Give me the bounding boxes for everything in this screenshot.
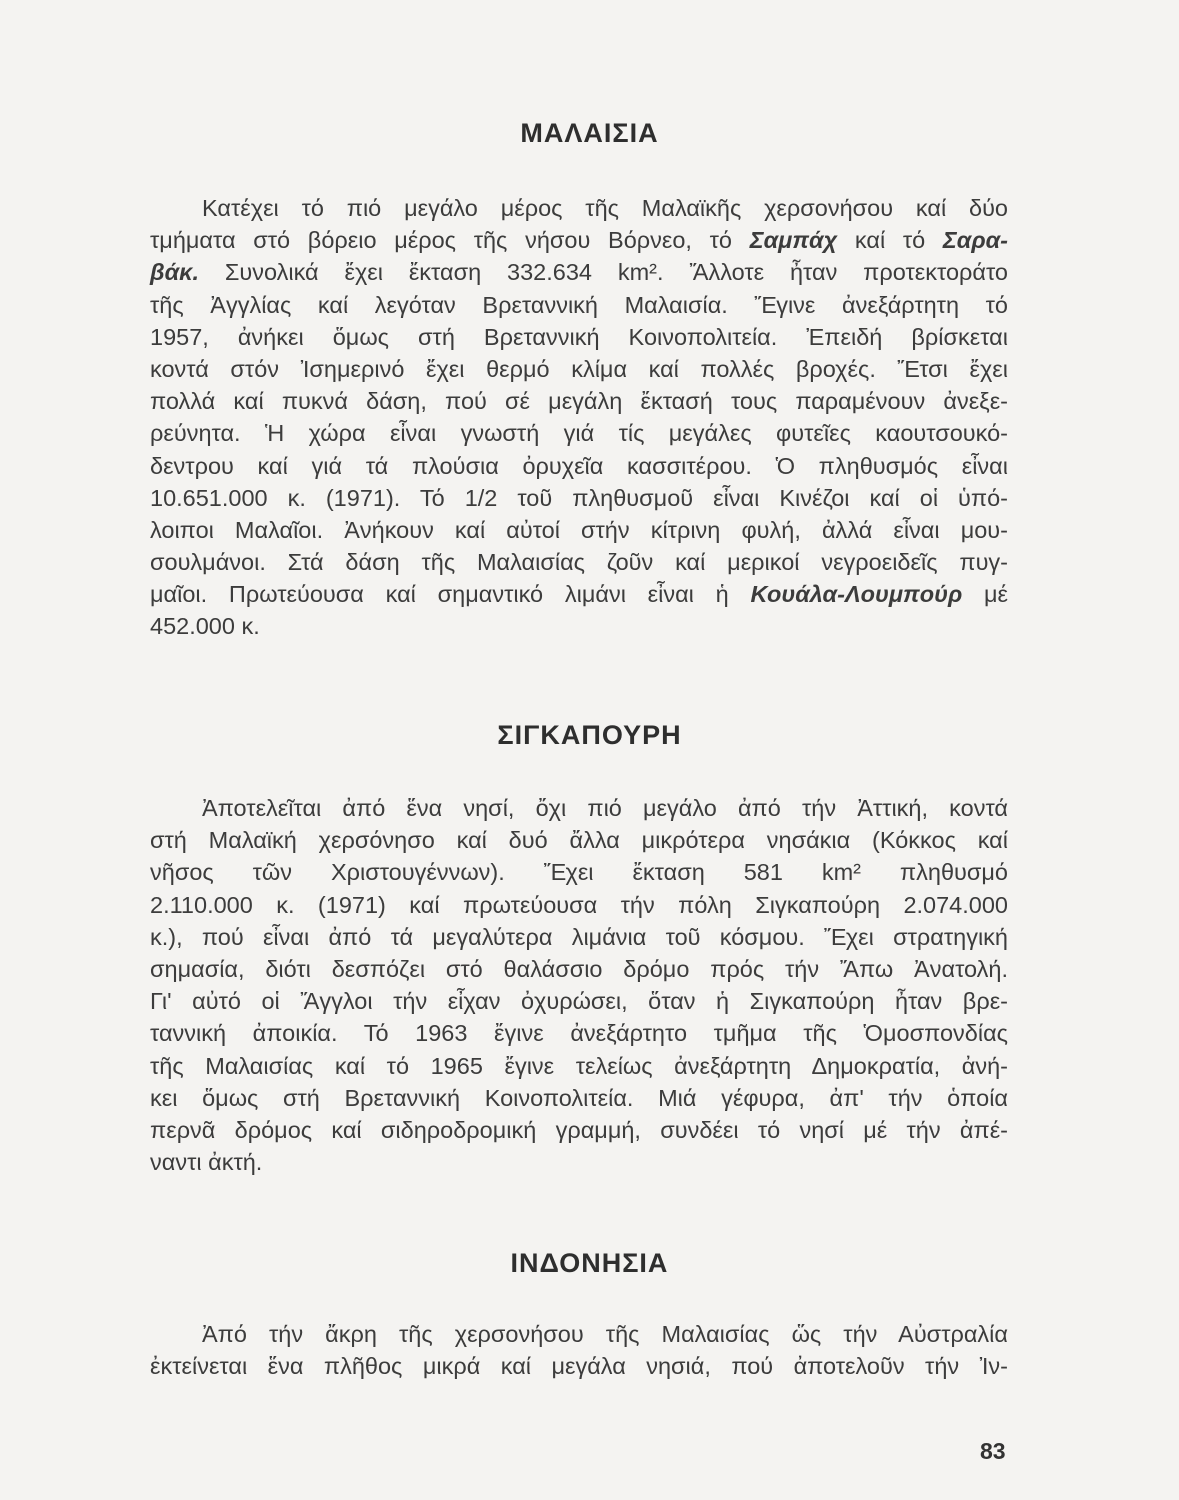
text-line: λοιποι Μαλαῖοι. Ἀνήκουν καί αὐτοί στήν κίτρινη φυλή, ἀλλά εἶναι μου- [150, 516, 1008, 543]
text-line: ἐκτείνεται ἕνα πλῆθος μικρά καί μεγάλα νησιά, πού ἀποτελοῦν τήν Ἰν- [150, 1353, 1008, 1380]
heading-malaysia: ΜΑΛΑΙΣΙΑ [520, 118, 659, 148]
text-line: τμήματα στό βόρειο μέρος τῆς νήσου Βόρνεο, τό Σαμπάχ καί τό Σαρα- [150, 227, 1008, 254]
heading-singapore: ΣΙΓΚΑΠΟΥΡΗ [497, 720, 682, 750]
place-name-sarawak: Σαρα- [942, 227, 1008, 254]
text-line: Ἀπό τήν ἄκρη τῆς χερσονήσου τῆς Μαλαισίας ὥς τήν Αὐστραλία [202, 1321, 1008, 1347]
text-line: ταννική ἀποικία. Τό 1963 ἔγινε ἀνεξάρτητο τμῆμα τῆς Ὁμοσπονδίας [150, 1020, 1008, 1047]
text-line: κοντά στόν Ἰσημερινό ἔχει θερμό κλίμα καί πολλές βροχές. Ἔτσι ἔχει [150, 355, 1008, 382]
heading-indonesia: ΙΝΔΟΝΗΣΙΑ [510, 1248, 669, 1278]
text-line: κει ὅμως στή Βρεταννική Κοινοπολιτεία. Μιά γέφυρα, ἀπ' τήν ὁποία [150, 1084, 1008, 1111]
text-line: Ἀποτελεῖται ἀπό ἕνα νησί, ὄχι πιό μεγάλο ἀπό τήν Ἀττική, κοντά [202, 795, 1008, 821]
paragraph-indonesia [150, 1318, 1008, 1382]
text-line: στή Μαλαϊκή χερσόνησο καί δυό ἄλλα μικρότερα νησάκια (Κόκκος καί [150, 827, 1008, 854]
place-name-sabah: Σαμπάχ [749, 227, 838, 254]
paragraph-singapore [150, 792, 1008, 1178]
text-line: σουλμάνοι. Στά δάση τῆς Μαλαισίας ζοῦν καί μερικοί νεγροειδεῖς πυγ- [150, 549, 1008, 576]
text-line: περνᾶ δρόμος καί σιδηροδρομική γραμμή, συνδέει τό νησί μέ τήν ἀπέ- [150, 1116, 1008, 1143]
text-line: 452.000 κ. [150, 613, 260, 640]
text-line: σημασία, διότι δεσπόζει στό θαλάσσιο δρόμο πρός τήν Ἄπω Ἀνατολή. [150, 955, 1008, 982]
text-line: 2.110.000 κ. (1971) καί πρωτεύουσα τήν πόλη Σιγκαπούρη 2.074.000 [150, 891, 1008, 918]
text-line: βάκ. Συνολικά ἔχει ἔκταση 332.634 km². Ἄλλοτε ἦταν προτεκτοράτο [150, 259, 1008, 286]
paragraph-malaysia [150, 192, 1008, 643]
text-line: Γι' αὐτό οἱ Ἄγγλοι τήν εἶχαν ὀχυρώσει, ὅταν ἡ Σιγκαπούρη ἦταν βρε- [150, 988, 1008, 1015]
text-line: κ.), πού εἶναι ἀπό τά μεγαλύτερα λιμάνια τοῦ κόσμου. Ἔχει στρατηγική [150, 923, 1008, 950]
text-line: τῆς Μαλαισίας καί τό 1965 ἔγινε τελείως ἀνεξάρτητη Δημοκρατία, ἀνή- [150, 1052, 1008, 1079]
text-line: νῆσος τῶν Χριστουγέννων). Ἔχει ἔκταση 581 km² πληθυσμό [150, 859, 1008, 886]
text-line: ρεύνητα. Ἡ χώρα εἶναι γνωστή γιά τίς μεγάλες φυτεῖες καουτσουκό- [150, 420, 1008, 447]
text-line: 10.651.000 κ. (1971). Τό 1/2 τοῦ πληθυσμοῦ εἶναι Κινέζοι καί οἱ ὑπό- [150, 484, 1008, 511]
text-line: Κατέχει τό πιό μεγάλο μέρος τῆς Μαλαϊκῆς χερσονήσου καί δύο [202, 195, 1008, 221]
page-number: 83 [980, 1438, 1006, 1464]
text-line: δεντρου καί γιά τά πλούσια ὀρυχεῖα κασσιτέρου. Ὁ πληθυσμός εἶναι [150, 452, 1008, 479]
text-line: 1957, ἀνήκει ὅμως στή Βρεταννική Κοινοπολιτεία. Ἐπειδή βρίσκεται [150, 323, 1008, 350]
text-line: μαῖοι. Πρωτεύουσα καί σημαντικό λιμάνι εἶναι ἡ Κουάλα-Λουμπούρ μέ [150, 581, 1009, 608]
place-name-kuala-lumpur: Κουάλα-Λουμπούρ [750, 581, 963, 608]
text-line: πολλά καί πυκνά δάση, πού σέ μεγάλη ἔκτασή τους παραμένουν ἀνεξε- [150, 388, 1008, 415]
text-line: τῆς Ἀγγλίας καί λεγόταν Βρεταννική Μαλαισία. Ἔγινε ἀνεξάρτητη τό [150, 291, 1008, 318]
text-line: ναντι ἀκτή. [150, 1149, 263, 1176]
